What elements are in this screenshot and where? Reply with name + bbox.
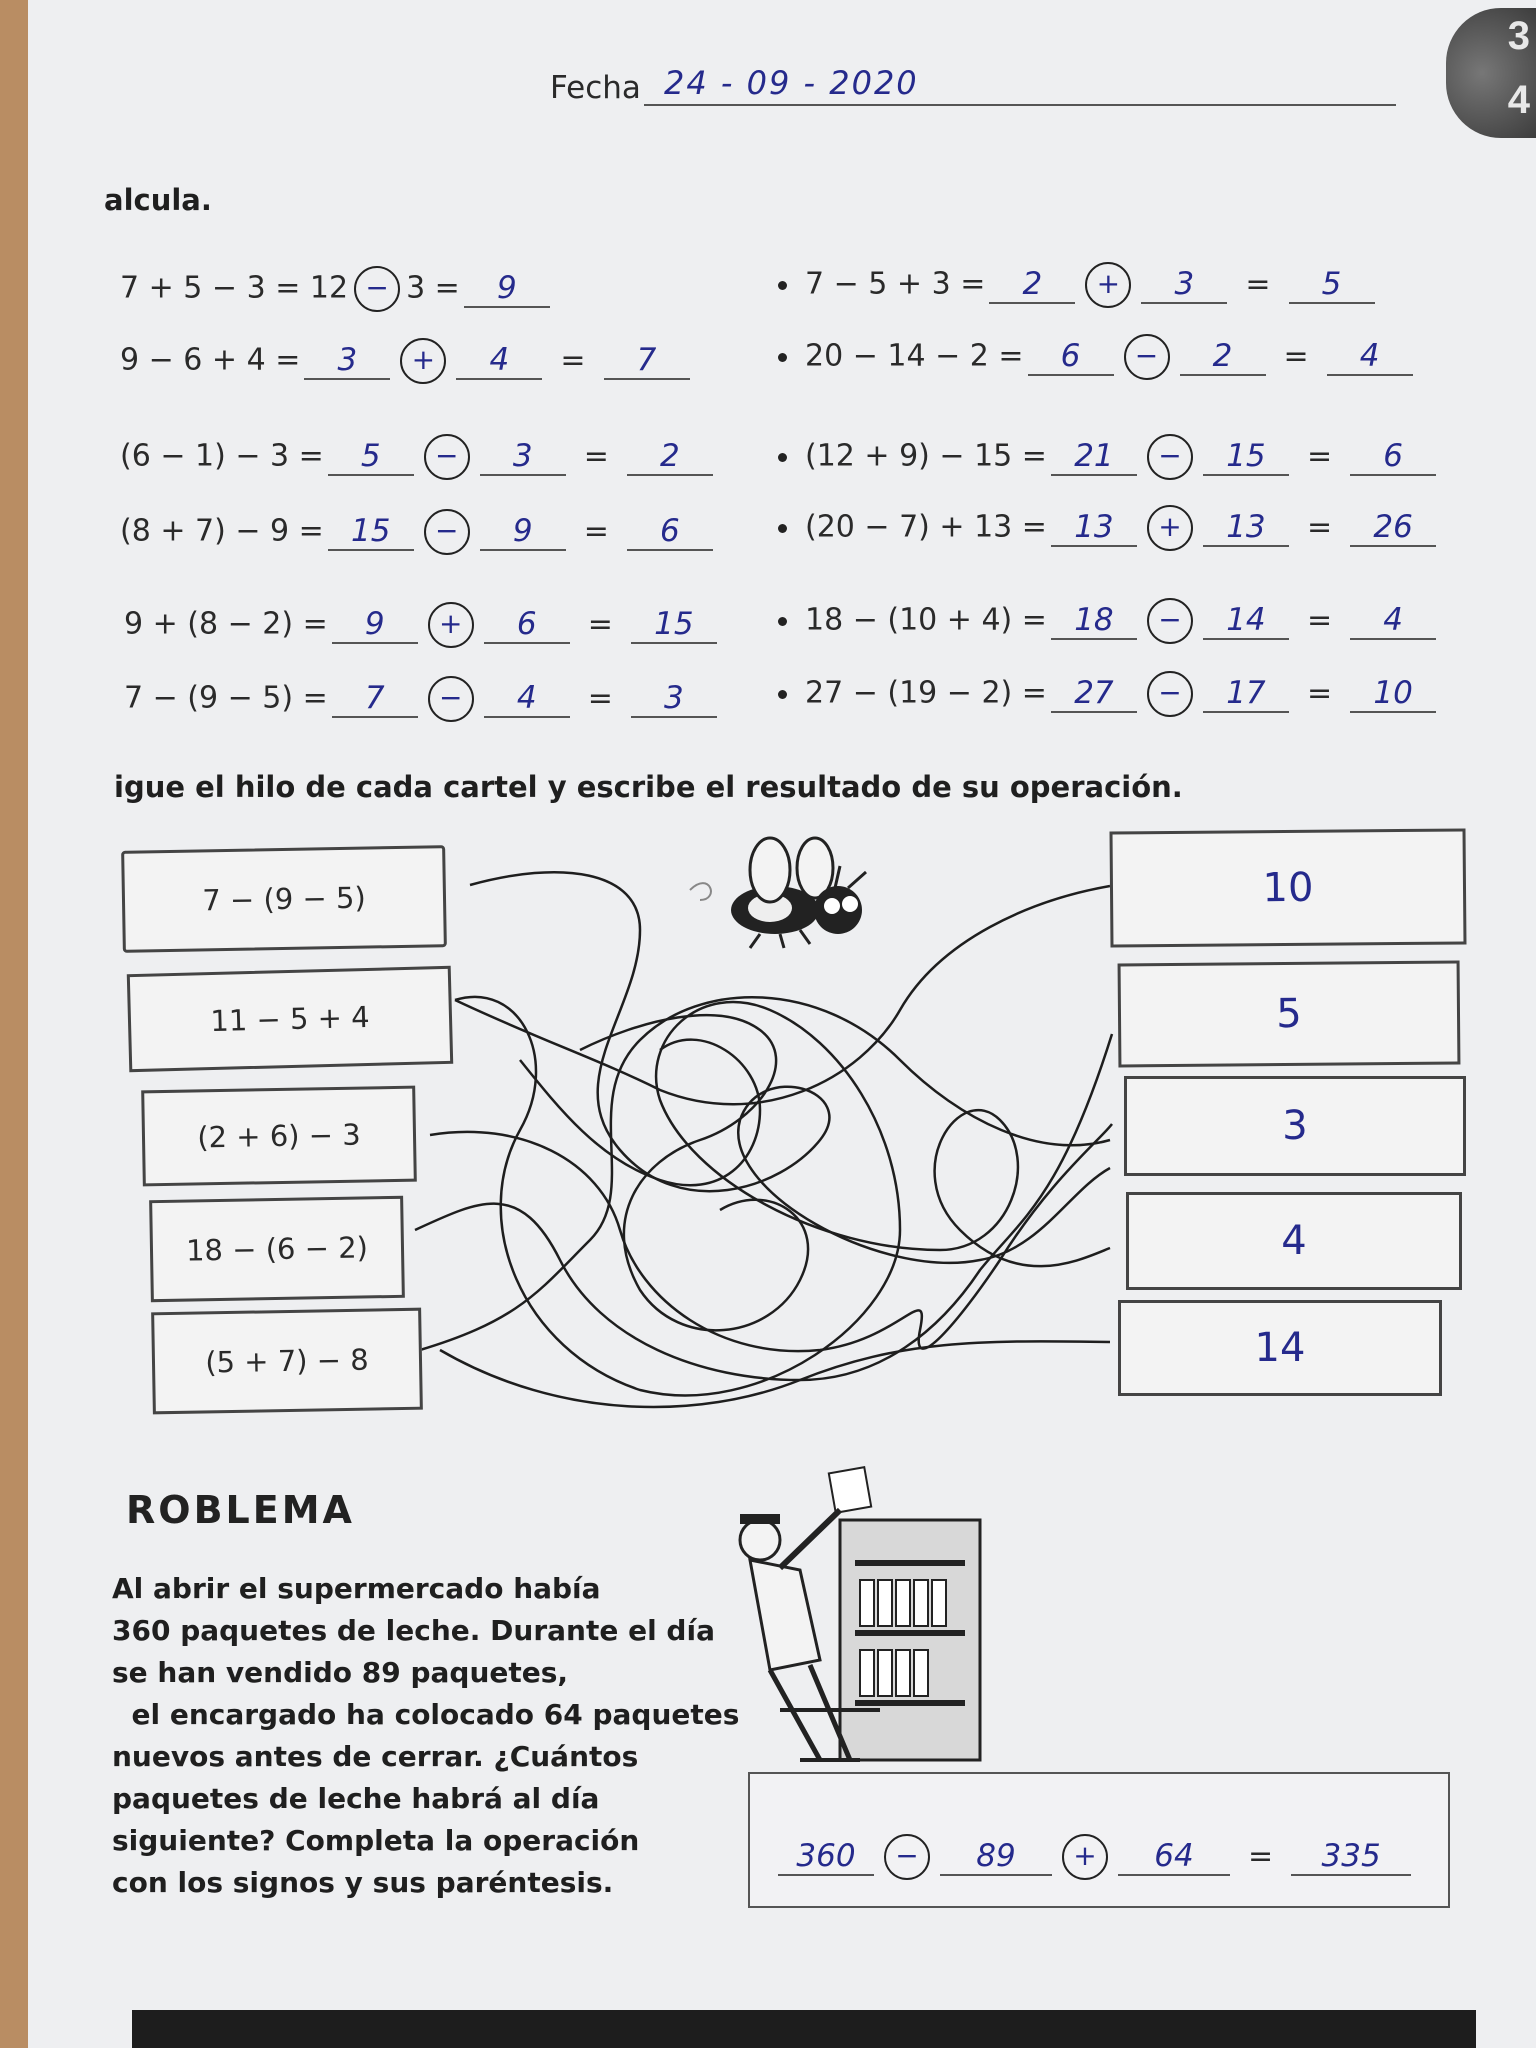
sign-left-3 <box>141 1086 417 1187</box>
right-row-4-a[interactable]: 13 <box>1051 509 1137 547</box>
sign-left-2 <box>127 966 453 1072</box>
left-row-3-expr: (6 − 1) − 3 = <box>120 438 324 474</box>
right-row-6-a[interactable]: 27 <box>1051 675 1137 713</box>
sign-right-3-answer[interactable]: 3 <box>1282 1103 1308 1149</box>
problem-line-6: paquetes de leche habrá al día <box>112 1782 600 1815</box>
shopkeeper-illustration <box>710 1460 1010 1800</box>
problem-line-5: nuevos antes de cerrar. ¿Cuántos <box>112 1740 639 1773</box>
sign-right-4-answer[interactable]: 4 <box>1281 1218 1307 1264</box>
right-row-3-b[interactable]: 15 <box>1203 438 1289 476</box>
right-row-1-equals: = <box>1245 266 1271 302</box>
left-row-6-equals: = <box>587 680 613 716</box>
problem-line-1: Al abrir el supermercado había <box>112 1572 601 1605</box>
sign-right-2 <box>1118 961 1461 1068</box>
sign-left-4 <box>149 1196 405 1302</box>
problem-title: ROBLEMA <box>126 1488 355 1532</box>
left-row-2-sign[interactable]: + <box>400 338 446 384</box>
left-row-2-a[interactable]: 3 <box>304 342 390 380</box>
left-row-1-sign[interactable]: − <box>354 266 400 312</box>
answer-result[interactable]: 335 <box>1291 1838 1411 1876</box>
left-row-5-a[interactable]: 9 <box>332 606 418 644</box>
right-row-2-b[interactable]: 2 <box>1180 338 1266 376</box>
left-row-1-result[interactable]: 9 <box>464 270 550 308</box>
tab-number-bottom: 4 <box>1507 78 1530 122</box>
sign-left-3-label: (2 + 6) − 3 <box>196 1117 362 1155</box>
left-row-4-b[interactable]: 9 <box>480 513 566 551</box>
right-row-4-b[interactable]: 13 <box>1203 509 1289 547</box>
right-row-3-a[interactable]: 21 <box>1051 438 1137 476</box>
page-footer-bar <box>132 2010 1476 2048</box>
right-row-1-result[interactable]: 5 <box>1289 266 1375 304</box>
left-row-1-tail: 3 = <box>406 270 460 306</box>
left-row-4-result[interactable]: 6 <box>627 513 713 551</box>
sign-left-2-label: 11 − 5 + 4 <box>209 999 371 1039</box>
sign-right-3 <box>1124 1076 1466 1176</box>
right-row-4-expr: (20 − 7) + 13 = <box>805 509 1047 545</box>
right-row-5-result[interactable]: 4 <box>1350 602 1436 640</box>
thread-8 <box>580 1015 808 1330</box>
sign-left-4-label: 18 − (6 − 2) <box>185 1230 369 1268</box>
right-row-6-expr: 27 − (19 − 2) = <box>805 675 1047 711</box>
sign-right-5 <box>1118 1300 1442 1396</box>
left-row-2-equals: = <box>560 342 586 378</box>
problem-line-4: el encargado ha colocado 64 paquetes <box>112 1698 740 1731</box>
right-row-3-result[interactable]: 6 <box>1350 438 1436 476</box>
sign-left-5 <box>151 1308 423 1415</box>
right-row-2-equals: = <box>1283 338 1309 374</box>
answer-equals: = <box>1248 1838 1274 1874</box>
left-row-2-expr: 9 − 6 + 4 = <box>120 342 301 378</box>
right-row-5-a[interactable]: 18 <box>1051 602 1137 640</box>
sign-right-2-answer[interactable]: 5 <box>1276 990 1302 1038</box>
left-row-6-expr: 7 − (9 − 5) = <box>124 680 328 716</box>
left-row-3-result[interactable]: 2 <box>627 438 713 476</box>
left-row-6-result[interactable]: 3 <box>631 680 717 718</box>
right-row-1-b[interactable]: 3 <box>1141 266 1227 304</box>
right-row-4-equals: = <box>1306 509 1333 545</box>
fly-illustration <box>670 830 920 960</box>
right-row-6-result[interactable]: 10 <box>1350 675 1436 713</box>
sign-left-5-label: (5 + 7) − 8 <box>204 1342 370 1380</box>
right-row-6-equals: = <box>1306 675 1333 711</box>
section2-title: igue el hilo de cada cartel y escribe el resultado de su operación. <box>114 770 1183 804</box>
left-row-1-expr: 7 + 5 − 3 = 12 <box>120 270 349 306</box>
right-row-5-expr: 18 − (10 + 4) = <box>805 602 1047 638</box>
sign-right-4 <box>1126 1192 1462 1290</box>
date-label: Fecha <box>550 70 641 106</box>
right-row-6-b[interactable]: 17 <box>1203 675 1289 713</box>
right-row-3-equals: = <box>1306 438 1333 474</box>
right-row-1-sign[interactable]: + <box>1085 262 1131 308</box>
left-row-4-sign[interactable]: − <box>424 509 470 555</box>
left-row-2-b[interactable]: 4 <box>456 342 542 380</box>
thread-5 <box>420 997 1110 1350</box>
left-row-5-equals: = <box>587 606 613 642</box>
sign-left-1 <box>121 845 447 953</box>
answer-c[interactable]: 64 <box>1118 1838 1230 1876</box>
left-row-3-equals: = <box>583 438 609 474</box>
problem-line-7: siguiente? Completa la operación <box>112 1824 640 1857</box>
left-row-5-result[interactable]: 15 <box>631 606 717 644</box>
problem-answer-row <box>774 1834 1415 1880</box>
right-row-1-a[interactable]: 2 <box>989 266 1075 304</box>
sign-right-5-answer[interactable]: 14 <box>1254 1325 1306 1371</box>
problem-line-3: se han vendido 89 paquetes, <box>112 1656 569 1689</box>
left-row-4-equals: = <box>583 513 609 549</box>
sign-left-1-label: 7 − (9 − 5) <box>201 880 367 918</box>
right-row-3-expr: (12 + 9) − 15 = <box>805 438 1047 474</box>
thread-2 <box>455 997 1110 1396</box>
left-row-4-expr: (8 + 7) − 9 = <box>120 513 324 549</box>
right-row-4-result[interactable]: 26 <box>1350 509 1436 547</box>
right-row-1-expr: 7 − 5 + 3 = <box>805 266 986 302</box>
left-row-5-sign[interactable]: + <box>428 602 474 648</box>
right-row-2-result[interactable]: 4 <box>1327 338 1413 376</box>
right-row-6-sign[interactable]: − <box>1147 671 1193 717</box>
thread-6 <box>440 1341 1110 1407</box>
answer-sign-1[interactable]: − <box>884 1834 930 1880</box>
thread-9 <box>520 1040 760 1186</box>
answer-b[interactable]: 89 <box>940 1838 1052 1876</box>
left-row-5-b[interactable]: 6 <box>484 606 570 644</box>
left-row-2-result[interactable]: 7 <box>604 342 690 380</box>
right-row-3-sign[interactable]: − <box>1147 434 1193 480</box>
left-row-3-a[interactable]: 5 <box>328 438 414 476</box>
right-row-5-sign[interactable]: − <box>1147 598 1193 644</box>
sign-right-1-answer[interactable]: 10 <box>1262 864 1314 912</box>
section1-title: alcula. <box>104 183 212 217</box>
sign-right-1 <box>1110 828 1467 947</box>
date-value: 24 - 09 - 2020 <box>664 64 919 102</box>
left-row-3-b[interactable]: 3 <box>480 438 566 476</box>
right-row-4-sign[interactable]: + <box>1147 505 1193 551</box>
answer-sign-2[interactable]: + <box>1062 1834 1108 1880</box>
tab-number-top: 3 <box>1507 14 1530 58</box>
left-row-5-expr: 9 + (8 − 2) = <box>124 606 328 642</box>
right-row-5-equals: = <box>1306 602 1333 638</box>
left-row-3-sign[interactable]: − <box>424 434 470 480</box>
right-row-2-expr: 20 − 14 − 2 = <box>805 338 1024 374</box>
answer-a[interactable]: 360 <box>778 1838 874 1876</box>
right-row-2-a[interactable]: 6 <box>1028 338 1114 376</box>
left-row-4-a[interactable]: 15 <box>328 513 414 551</box>
right-row-2-sign[interactable]: − <box>1124 334 1170 380</box>
left-row-6-b[interactable]: 4 <box>484 680 570 718</box>
right-row-5-b[interactable]: 14 <box>1203 602 1289 640</box>
problem-statement <box>112 1568 739 1904</box>
left-row-6-sign[interactable]: − <box>428 676 474 722</box>
problem-line-2: 360 paquetes de leche. Durante el día <box>112 1614 715 1647</box>
left-row-6-a[interactable]: 7 <box>332 680 418 718</box>
problem-line-8: con los signos y sus paréntesis. <box>112 1866 614 1899</box>
